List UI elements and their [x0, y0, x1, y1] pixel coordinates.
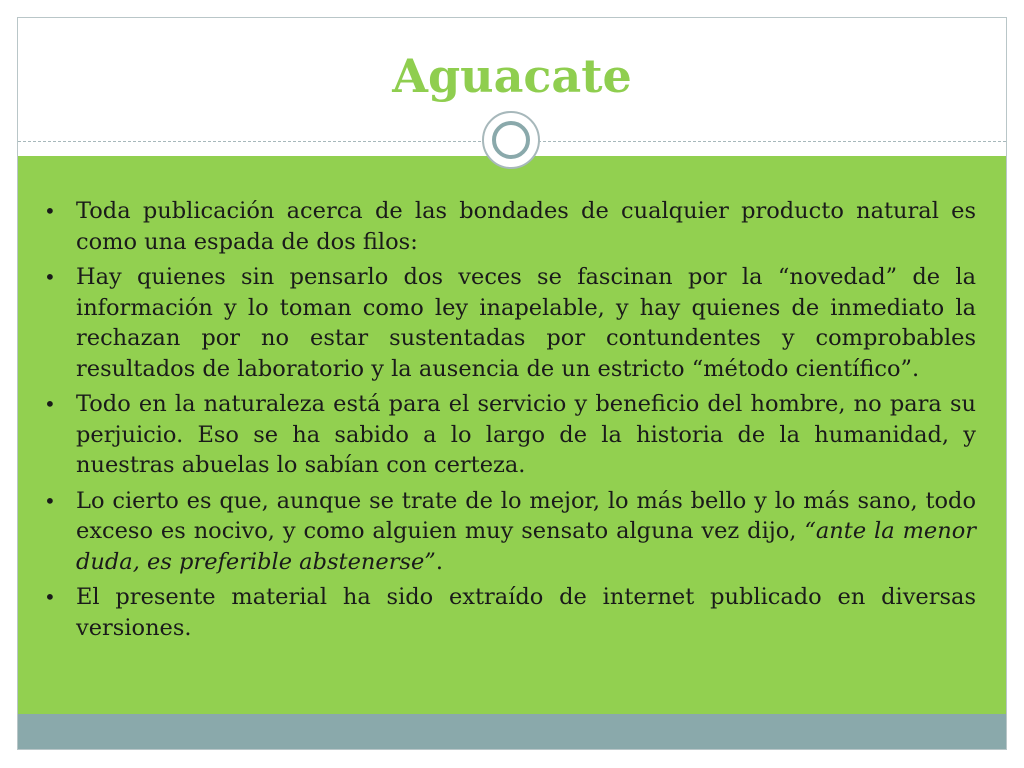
bullet-item-1	[42, 196, 976, 257]
bullet-text: El presente material ha sido extraído de internet publicado en diversas versiones.	[76, 584, 976, 641]
bullet-icon: •	[44, 265, 56, 289]
bullet-text: Toda publicación acerca de las bondades de cualquier producto natural es como una espada de dos filos:	[76, 198, 976, 255]
bullet-item-2	[42, 262, 976, 384]
bullet-text: Todo en la naturaleza está para el servicio y beneficio del hombre, no para su perjuicio. Eso se ha sabido a lo largo de la historia de la humanidad, y nuestras abuelas lo sabían con certeza.	[76, 391, 976, 478]
bullet-list	[42, 196, 976, 648]
bullet-icon: •	[44, 199, 56, 223]
footer-band	[18, 714, 1006, 749]
bullet-text-end: .	[435, 548, 443, 575]
bullet-item-5	[42, 582, 976, 643]
bullet-icon: •	[44, 585, 56, 609]
slide-title: Aguacate	[392, 49, 632, 103]
bullet-item-4	[42, 486, 976, 578]
bullet-quote: “ante la menor duda, es preferible abstenerse”	[76, 518, 977, 575]
bullet-text	[76, 488, 976, 575]
bullet-text: Hay quienes sin pensarlo dos veces se fascinan por la “novedad” de la información y lo toman como ley inapelable, y hay quienes de inmediato la rechazan por no estar sustentadas por contundentes y comprobables resultados de laboratorio y la ausencia de un estricto “método científico”.	[76, 264, 976, 382]
bullet-icon: •	[44, 488, 56, 513]
circle-ornament-icon	[482, 111, 540, 169]
circle-ornament-inner	[492, 121, 530, 159]
bullet-icon: •	[44, 392, 56, 416]
bullet-text-plain: Lo cierto es que, aunque se trate de lo mejor, lo más bello y lo más sano, todo exceso es nocivo, y como alguien muy sensato alguna vez dijo,	[76, 487, 976, 544]
bullet-item-3	[42, 389, 976, 481]
